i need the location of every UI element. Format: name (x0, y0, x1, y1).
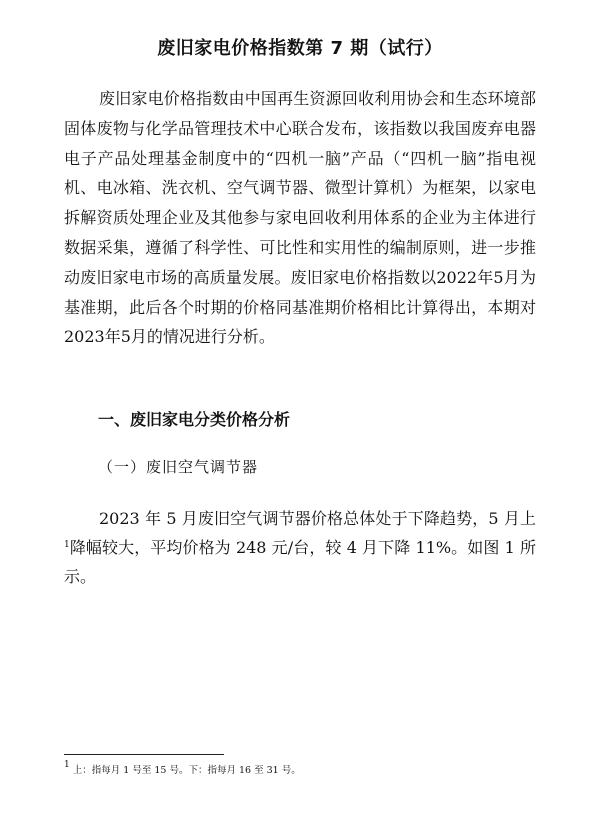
footnote-mark: 1 (64, 760, 70, 770)
footnote-text: 上：指每月 1 号至 15 号。下：指每月 16 至 31 号。 (72, 765, 301, 776)
section-heading: 一、废旧家电分类价格分析 (98, 410, 291, 429)
footnote-divider (64, 754, 224, 755)
body-paragraph (64, 504, 536, 591)
intro-paragraph: 废旧家电价格指数由中国再生资源回收利用协会和生态环境部固体废物与化学品管理技术中心联合发布，该指数以我国废弃电器电子产品处理基金制度中的“四机一脑”产品（“四机一脑”指电视机、电冰箱、洗衣机、空气调节器、微型计算机）为框架，以家电拆解资质处理企业及其他参与家电回收利用体系的企业为主体进行数据采集，遵循了科学性、可比性和实用性的编制原则，进一步推动废旧家电市场的高质量发展。废旧家电价格指数以2022年5月为基准期，此后各个时期的价格同基准期价格相比计算得出，本期对2023年5月的情况进行分析。 (64, 89, 536, 347)
body-text-before-note: 2023 年 5 月废旧空气调节器价格总体处于下降趋势，5 月上 (99, 509, 536, 528)
body-text-after-note: 降幅较大，平均价格为 248 元/台，较 4 月下降 11%。如图 1 所示。 (64, 538, 536, 586)
footnote (64, 762, 301, 776)
footnote-reference[interactable]: 1 (64, 540, 70, 550)
document-title: 废旧家电价格指数第 7 期（试行） (157, 38, 443, 59)
subsection-heading: （一）废旧空气调节器 (98, 458, 259, 476)
